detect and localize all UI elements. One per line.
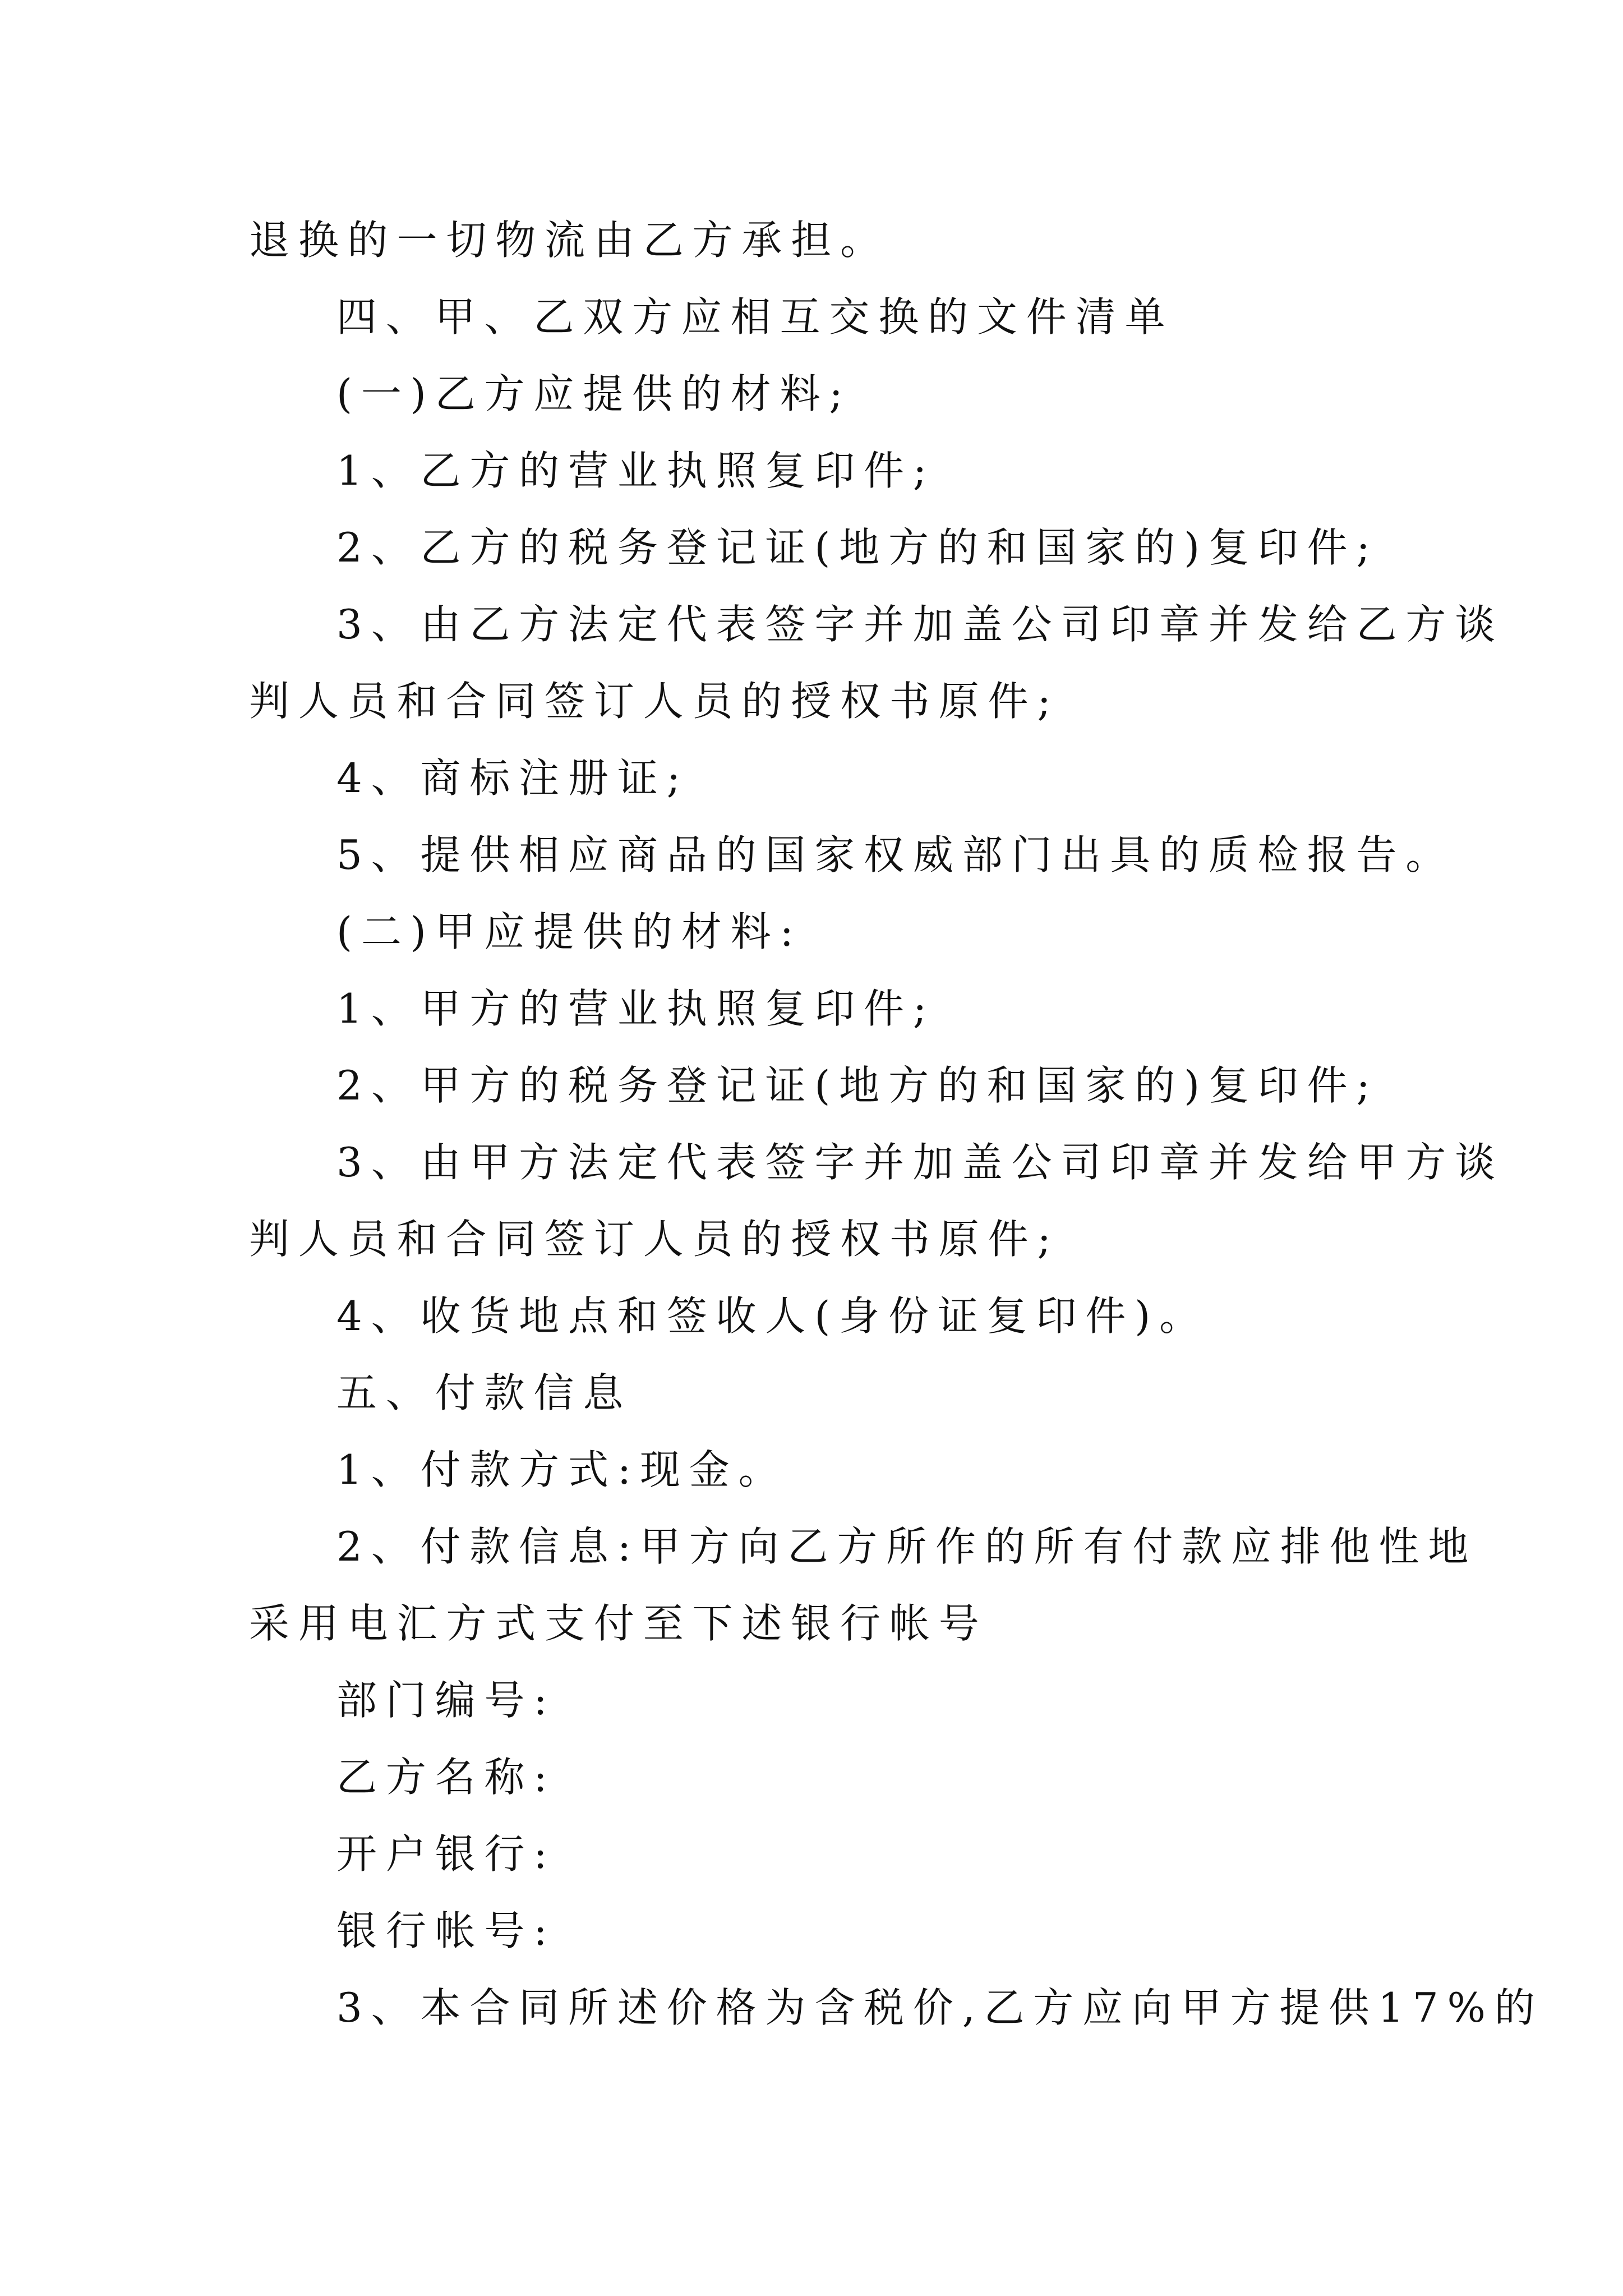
list-item: 2、付款信息:甲方向乙方所作的所有付款应排他性地 bbox=[336, 1523, 1478, 1570]
field-label-bank: 开户银行: bbox=[336, 1830, 556, 1878]
text-line: 判人员和合同签订人员的授权书原件; bbox=[249, 1216, 1060, 1263]
subsection-heading: (一)乙方应提供的材料; bbox=[336, 370, 852, 417]
list-item: 4、商标注册证; bbox=[336, 754, 689, 802]
section-heading-5: 五、付款信息 bbox=[336, 1369, 633, 1416]
list-item: 1、付款方式:现金。 bbox=[336, 1446, 788, 1493]
field-label-account-number: 银行帐号: bbox=[336, 1907, 556, 1954]
subsection-heading: (二)甲应提供的材料: bbox=[336, 908, 803, 955]
field-label-department-number: 部门编号: bbox=[336, 1677, 556, 1724]
list-item: 4、收货地点和签收人(身份证复印件)。 bbox=[336, 1292, 1209, 1340]
list-item: 5、提供相应商品的国家权威部门出具的质检报告。 bbox=[336, 831, 1455, 878]
list-item: 3、本合同所述价格为含税价,乙方应向甲方提供17%的 bbox=[336, 1984, 1544, 2031]
list-item: 3、由甲方法定代表签字并加盖公司印章并发给甲方谈 bbox=[336, 1139, 1504, 1186]
text-line: 采用电汇方式支付至下述银行帐号 bbox=[249, 1600, 988, 1647]
section-heading-4: 四、甲、乙双方应相互交换的文件清单 bbox=[336, 293, 1174, 341]
document-body bbox=[249, 202, 1544, 2046]
list-item: 3、由乙方法定代表签字并加盖公司印章并发给乙方谈 bbox=[336, 601, 1504, 648]
field-label-party-b-name: 乙方名称: bbox=[336, 1754, 556, 1801]
list-item: 1、甲方的营业执照复印件; bbox=[336, 985, 935, 1032]
text-line: 判人员和合同签订人员的授权书原件; bbox=[249, 678, 1060, 725]
list-item: 2、乙方的税务登记证(地方的和国家的)复印件; bbox=[336, 524, 1379, 571]
list-item: 1、乙方的营业执照复印件; bbox=[336, 447, 935, 494]
text-line: 退换的一切物流由乙方承担。 bbox=[249, 217, 889, 264]
list-item: 2、甲方的税务登记证(地方的和国家的)复印件; bbox=[336, 1062, 1379, 1109]
